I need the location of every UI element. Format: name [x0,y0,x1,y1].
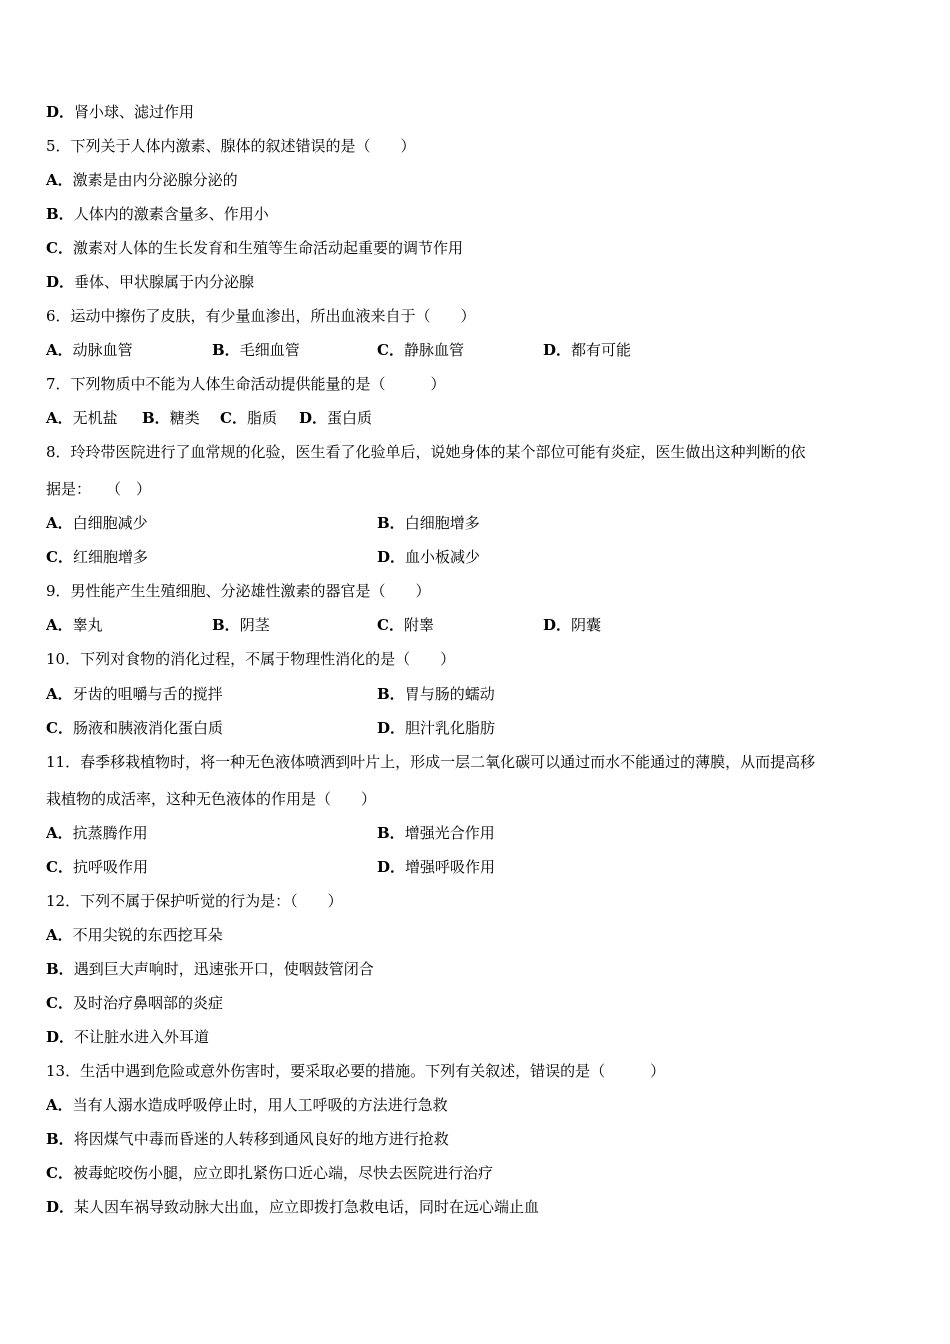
q9-stem: 9．男性能产生生殖细胞、分泌雄性激素的器官是（ ） [46,582,431,600]
q11-option-c-label: C． [46,858,73,876]
q4-option-d-label: D． [46,103,75,121]
q8-option-d-text: 血小板减少 [405,548,481,566]
q9-option-a-label: A． [46,616,73,634]
q7-option-b-label: B． [142,409,170,427]
q7-option-c-label: C． [220,409,247,427]
q11-option-b [377,823,495,843]
q10-option-b-label: B． [377,685,405,703]
q7-option-b-text: 糖类 [169,409,200,427]
q5-stem: 5．下列关于人体内激素、腺体的叙述错误的是（ ） [46,137,416,155]
q10-option-b [377,684,495,704]
q5-option-d [46,272,254,292]
q8-option-d [377,547,480,567]
q9-option-a [46,615,103,635]
q5-option-c [46,238,463,258]
q5-option-d-text: 垂体、甲状腺属于内分泌腺 [74,273,255,291]
q5-option-b-text: 人体内的激素含量多、作用小 [73,205,269,223]
q10-option-d [377,718,495,738]
q8-option-c-label: C． [46,548,73,566]
q9-option-d [543,615,601,635]
q8-option-b-text: 白细胞增多 [404,514,480,532]
q11-stem-line2: 栽植物的成活率，这种无色液体的作用是（ ） [46,790,377,808]
q12-option-b-label: B． [46,960,74,978]
q9-option-a-text: 睾丸 [72,616,103,634]
q13-option-c-text: 被毒蛇咬伤小腿，应立即扎紧伤口近心端，尽快去医院进行治疗 [72,1164,493,1182]
q8-option-d-label: D． [377,548,406,566]
q11-option-a [46,823,148,843]
q10-option-d-text: 胆汁乳化脂肪 [405,719,496,737]
q6-option-d-text: 都有可能 [571,341,632,359]
q6-option-d-label: D． [543,341,572,359]
q5-option-b [46,204,269,224]
q13-option-d [46,1197,539,1217]
q11-option-d [377,857,495,877]
q11-option-a-label: A． [46,824,73,842]
q12-option-d-label: D． [46,1028,75,1046]
q8-option-c [46,547,148,567]
q4-option-d [46,102,194,122]
q12-option-c-label: C． [46,994,73,1012]
q13-option-c-label: C． [46,1164,73,1182]
q6-option-a [46,340,133,360]
q11-option-c [46,857,148,877]
q11-option-b-label: B． [377,824,405,842]
q11-option-d-text: 增强呼吸作用 [405,858,496,876]
q7-option-b [142,408,200,428]
q5-option-b-label: B． [46,205,74,223]
q11-option-a-text: 抗蒸腾作用 [72,824,148,842]
q5-option-c-text: 激素对人体的生长发育和生殖等生命活动起重要的调节作用 [72,239,463,257]
q12-option-b [46,959,374,979]
q9-option-c-text: 附睾 [403,616,434,634]
q12-option-a-label: A． [46,926,73,944]
q13-option-d-text: 某人因车祸导致动脉大出血，应立即拨打急救电话，同时在远心端止血 [74,1198,540,1216]
q7-option-a-label: A． [46,409,73,427]
q5-option-a-label: A． [46,171,73,189]
q13-option-a-text: 当有人溺水造成呼吸停止时，用人工呼吸的方法进行急救 [72,1096,448,1114]
q4-option-d-text: 肾小球、滤过作用 [74,103,195,121]
q8-option-a-text: 白细胞减少 [72,514,148,532]
q5-option-c-label: C． [46,239,73,257]
q11-option-c-text: 抗呼吸作用 [72,858,148,876]
q8-option-a [46,513,148,533]
q10-option-c-label: C． [46,719,73,737]
q9-option-b-label: B． [212,616,240,634]
q5-option-a-text: 激素是由内分泌腺分泌的 [72,171,238,189]
q7-option-d-label: D． [299,409,328,427]
q13-option-b [46,1129,449,1149]
q10-stem: 10．下列对食物的消化过程，不属于物理性消化的是（ ） [46,650,456,668]
q8-option-a-label: A． [46,514,73,532]
q7-option-d-text: 蛋白质 [327,409,373,427]
q6-option-c [377,340,464,360]
q6-option-d [543,340,631,360]
q10-option-a [46,684,223,704]
q11-option-d-label: D． [377,858,406,876]
q13-option-b-text: 将因煤气中毒而昏迷的人转移到通风良好的地方进行抢救 [73,1130,449,1148]
q11-option-b-text: 增强光合作用 [404,824,495,842]
q10-option-d-label: D． [377,719,406,737]
q13-option-d-label: D． [46,1198,75,1216]
q7-option-a-text: 无机盐 [72,409,118,427]
q7-stem: 7．下列物质中不能为人体生命活动提供能量的是（ ） [46,375,446,393]
q9-option-b [212,615,270,635]
q8-option-b [377,513,480,533]
q13-option-a-label: A． [46,1096,73,1114]
q13-option-b-label: B． [46,1130,74,1148]
q9-option-c [377,615,434,635]
q12-option-d [46,1027,209,1047]
q6-stem: 6．运动中擦伤了皮肤，有少量血渗出，所出血液来自于（ ） [46,307,476,325]
q11-stem-line1: 11．春季移栽植物时，将一种无色液体喷洒到叶片上，形成一层二氧化碳可以通过而水不能通过的薄膜，从而提高移 [46,753,816,771]
q6-option-c-text: 静脉血管 [403,341,464,359]
q6-option-a-text: 动脉血管 [72,341,133,359]
q10-option-c [46,718,223,738]
q13-option-c [46,1163,493,1183]
q6-option-b [212,340,300,360]
q7-option-d [299,408,372,428]
q7-option-a [46,408,118,428]
q9-option-b-text: 阴茎 [239,616,270,634]
q8-option-b-label: B． [377,514,405,532]
q12-option-b-text: 遇到巨大声响时，迅速张开口，使咽鼓管闭合 [73,960,374,978]
q12-stem: 12．下列不属于保护听觉的行为是：（ ） [46,892,343,910]
q8-option-c-text: 红细胞增多 [72,548,148,566]
q9-option-c-label: C． [377,616,404,634]
q7-option-c [220,408,277,428]
q12-option-d-text: 不让脏水进入外耳道 [74,1028,210,1046]
q13-option-a [46,1095,448,1115]
q10-option-a-label: A． [46,685,73,703]
q10-option-a-text: 牙齿的咀嚼与舌的搅拌 [72,685,223,703]
q6-option-a-label: A． [46,341,73,359]
q9-option-d-text: 阴囊 [571,616,602,634]
q6-option-b-label: B． [212,341,240,359]
q8-stem-line2: 据是： （ ） [46,480,152,498]
q13-stem: 13．生活中遇到危险或意外伤害时，要采取必要的措施。下列有关叙述，错误的是（ ） [46,1062,666,1080]
q12-option-a-text: 不用尖锐的东西挖耳朵 [72,926,223,944]
q5-option-d-label: D． [46,273,75,291]
q8-stem-line1: 8．玲玲带医院进行了血常规的化验，医生看了化验单后，说她身体的某个部位可能有炎症，医生做出这种判断的依 [46,443,806,461]
q7-option-c-text: 脂质 [246,409,277,427]
q12-option-c-text: 及时治疗鼻咽部的炎症 [72,994,223,1012]
q5-option-a [46,170,238,190]
q10-option-b-text: 胃与肠的蠕动 [404,685,495,703]
q10-option-c-text: 肠液和胰液消化蛋白质 [72,719,223,737]
q9-option-d-label: D． [543,616,572,634]
q6-option-b-text: 毛细血管 [239,341,300,359]
q12-option-a [46,925,223,945]
q12-option-c [46,993,223,1013]
q6-option-c-label: C． [377,341,404,359]
